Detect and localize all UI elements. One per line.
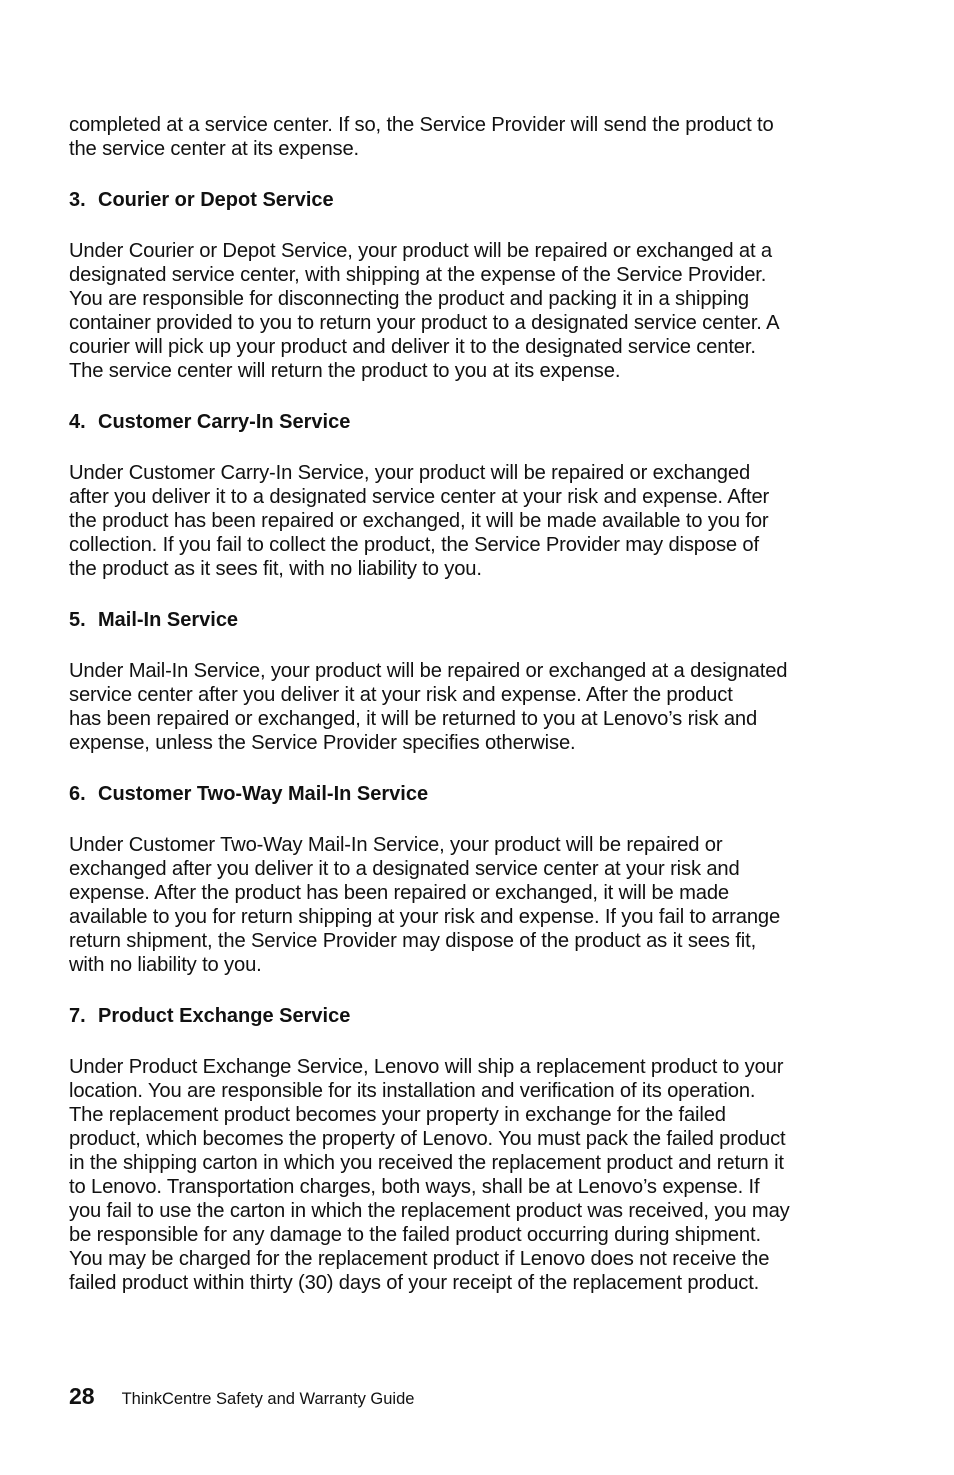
intro-line: the service center at its expense. [69, 138, 360, 160]
paragraph-line: designated service center, with shipping at the expense of the Service Provider. [69, 264, 767, 286]
paragraph-line: expense. After the product has been repaired or exchanged, it will be made [69, 882, 729, 904]
paragraph-line: be responsible for any damage to the failed product occurring during shipment. [69, 1224, 761, 1246]
section-heading-two-way-mail-in [69, 782, 869, 806]
paragraph-line: the product as it sees fit, with no liability to you. [69, 558, 482, 580]
paragraph-line: failed product within thirty (30) days of your receipt of the replacement product. [69, 1272, 760, 1294]
section-number: 4. [69, 411, 86, 433]
paragraph-line: in the shipping carton in which you received the replacement product and return it [69, 1152, 784, 1174]
paragraph-line: Under Courier or Depot Service, your product will be repaired or exchanged at a [69, 240, 772, 262]
page-number: 28 [69, 1383, 95, 1409]
section-title: Customer Carry-In Service [98, 411, 351, 433]
paragraph-line: courier will pick up your product and deliver it to the designated service center. [69, 336, 756, 358]
section-number: 5. [69, 609, 86, 631]
paragraph-line: You may be charged for the replacement product if Lenovo does not receive the [69, 1248, 770, 1270]
paragraph-line: Under Mail-In Service, your product will be repaired or exchanged at a designated [69, 660, 788, 682]
paragraph-line: location. You are responsible for its installation and verification of its operation. [69, 1080, 756, 1102]
page-body [69, 113, 869, 1295]
section-number: 7. [69, 1005, 86, 1027]
section-heading-carry-in [69, 410, 869, 434]
paragraph-line: has been repaired or exchanged, it will be returned to you at Lenovo’s risk and [69, 708, 758, 730]
paragraph-line: the product has been repaired or exchanged, it will be made available to you for [69, 510, 769, 532]
section-paragraph-courier-depot [69, 239, 869, 383]
paragraph-line: available to you for return shipping at your risk and expense. If you fail to arrange [69, 906, 781, 928]
section-number: 3. [69, 189, 86, 211]
paragraph-line: you fail to use the carton in which the replacement product was received, you may [69, 1200, 790, 1222]
paragraph-line: The replacement product becomes your property in exchange for the failed [69, 1104, 726, 1126]
paragraph-line: collection. If you fail to collect the product, the Service Provider may dispose of [69, 534, 759, 556]
intro-line: completed at a service center. If so, the Service Provider will send the product to [69, 114, 774, 136]
paragraph-line: container provided to you to return your product to a designated service center. A [69, 312, 780, 334]
book-title: ThinkCentre Safety and Warranty Guide [121, 1390, 415, 1408]
section-paragraph-mail-in [69, 659, 869, 755]
section-heading-mail-in [69, 608, 869, 632]
paragraph-line: return shipment, the Service Provider may dispose of the product as it sees fit, [69, 930, 757, 952]
paragraph-line: service center after you deliver it at your risk and expense. After the product [69, 684, 733, 706]
paragraph-line: Under Customer Two-Way Mail-In Service, your product will be repaired or [69, 834, 723, 856]
section-paragraph-carry-in [69, 461, 869, 581]
section-title: Courier or Depot Service [98, 189, 334, 211]
section-paragraph-product-exchange [69, 1055, 869, 1295]
paragraph-line: after you deliver it to a designated service center at your risk and expense. After [69, 486, 770, 508]
paragraph-line: product, which becomes the property of Lenovo. You must pack the failed product [69, 1128, 786, 1150]
intro-paragraph [69, 113, 869, 161]
paragraph-line: Under Product Exchange Service, Lenovo will ship a replacement product to your [69, 1056, 784, 1078]
paragraph-line: expense, unless the Service Provider specifies otherwise. [69, 732, 576, 754]
paragraph-line: to Lenovo. Transportation charges, both ways, shall be at Lenovo’s expense. If [69, 1176, 760, 1198]
section-number: 6. [69, 783, 86, 805]
paragraph-line: The service center will return the product to you at its expense. [69, 360, 621, 382]
section-heading-product-exchange [69, 1004, 869, 1028]
section-paragraph-two-way-mail-in [69, 833, 869, 977]
section-title: Customer Two-Way Mail-In Service [98, 783, 429, 805]
paragraph-line: You are responsible for disconnecting the product and packing it in a shipping [69, 288, 749, 310]
section-heading-courier-depot [69, 188, 869, 212]
paragraph-line: Under Customer Carry-In Service, your product will be repaired or exchanged [69, 462, 751, 484]
page-footer [69, 1383, 414, 1410]
section-title: Mail-In Service [98, 609, 239, 631]
paragraph-line: with no liability to you. [69, 954, 262, 976]
section-title: Product Exchange Service [98, 1005, 351, 1027]
paragraph-line: exchanged after you deliver it to a designated service center at your risk and [69, 858, 740, 880]
